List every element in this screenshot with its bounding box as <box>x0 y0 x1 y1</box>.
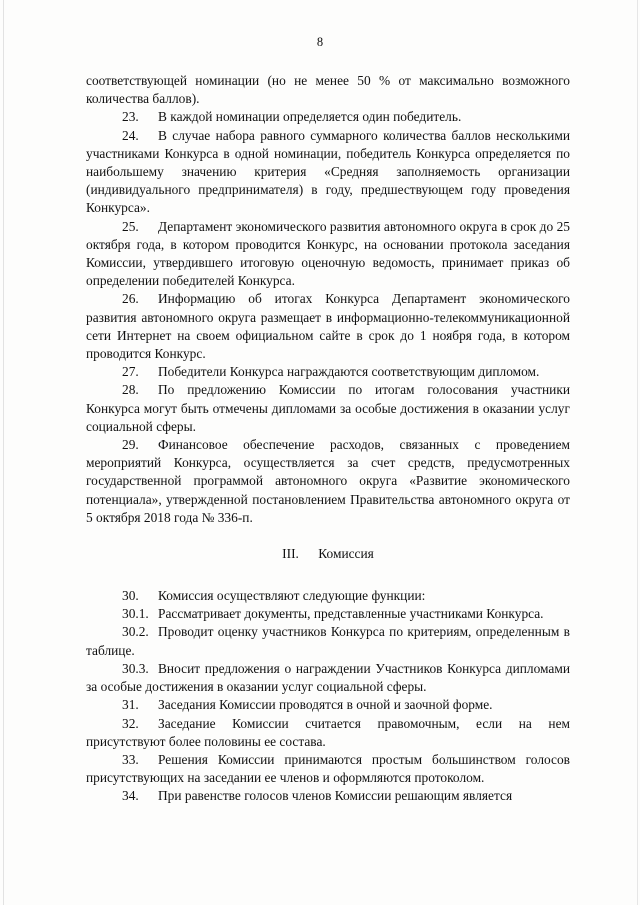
clause-text: При равенстве голосов членов Комиссии решающим является <box>158 788 513 804</box>
clause-paragraph <box>86 436 570 527</box>
clause-number: 24. <box>122 127 139 143</box>
clause-text: В случае набора равного суммарного количества баллов несколькими участниками Конкурса в одной номинации, победитель Конкурса определяется по наибольшему значению критерия «Средняя заполняемость организации (индивидуального предпринимателя) в году, предшествующем году проведения Конкурса». <box>86 127 570 216</box>
scan-edge-right <box>637 0 638 905</box>
clause-paragraph <box>86 108 570 126</box>
clause-paragraph <box>86 787 570 805</box>
clause-number: 25. <box>122 218 139 234</box>
clause-text: В каждой номинации определяется один победитель. <box>158 109 462 125</box>
clause-text: Победители Конкурса награждаются соответствующим дипломом. <box>158 364 540 380</box>
clause-paragraph <box>86 127 570 218</box>
clause-text: Рассматривает документы, представленные участниками Конкурса. <box>158 606 544 622</box>
clause-paragraph <box>86 290 570 363</box>
section-number: III. <box>282 546 299 562</box>
clause-paragraph <box>86 218 570 291</box>
section-heading <box>86 545 570 563</box>
clause-text: Заседание Комиссии считается правомочным, если на нем присутствуют более половины ее состава. <box>86 715 570 749</box>
clause-paragraph <box>86 587 570 605</box>
clause-text: Комиссия осуществляют следующие функции: <box>158 588 426 604</box>
document-body <box>86 72 570 806</box>
clause-text: По предложению Комиссии по итогам голосования участники Конкурса могут быть отмечены дипломами за особые достижения в оказании услуг социальной сферы. <box>86 382 570 434</box>
clause-paragraph <box>86 623 570 659</box>
clause-text: Финансовое обеспечение расходов, связанных с проведением мероприятий Конкурса, осуществляется за счет средств, предусмотренных государственной программой автономного округа «Развитие экономического потенциала», утвержденной постановлением Правительства автономного округа от 5 октября 2018 года № 336-п. <box>86 437 570 525</box>
clause-text: Проводит оценку участников Конкурса по критериям, определенным в таблице. <box>86 624 570 658</box>
clause-text: Заседания Комиссии проводятся в очной и заочной форме. <box>158 697 493 713</box>
clause-text: Решения Комиссии принимаются простым большинством голосов присутствующих на заседании ее членов и оформляются протоколом. <box>86 751 570 786</box>
scan-edge-left <box>3 0 4 905</box>
clause-number: 26. <box>122 291 139 307</box>
clause-paragraph <box>86 660 570 696</box>
clause-number: 30.2. <box>122 624 149 640</box>
clause-paragraph <box>86 715 570 751</box>
clause-text: Департамент экономического развития автономного округа в срок до 25 октября года, в котором проводится Конкурс, на основании протокола заседания Комиссии, утвердившего итоговую оценочную ведомость, принимает приказ об определении победителей Конкурса. <box>86 218 570 289</box>
clause-paragraph <box>86 696 570 714</box>
clause-number: 30.3. <box>122 660 149 676</box>
clause-paragraph <box>86 605 570 623</box>
clauses-list-a <box>86 108 570 527</box>
clause-number: 30.1. <box>122 606 149 622</box>
clause-number: 27. <box>122 364 139 380</box>
page-number: 8 <box>316 35 324 49</box>
clause-number: 31. <box>122 697 139 713</box>
clause-number: 23. <box>122 109 139 125</box>
clause-number: 30. <box>122 588 139 604</box>
continuation-paragraph: соответствующей номинации (но не менее 50 % от максимально возможного количества баллов). <box>86 73 570 107</box>
clause-text: Информацию об итогах Конкурса Департамент экономического развития автономного округа размещает в информационно-телекоммуникационной сети Интернет на своем официальном сайте в срок до 1 ноября года, в котором проводится Конкурс. <box>86 291 570 362</box>
clause-number: 34. <box>122 788 139 804</box>
clause-paragraph <box>86 363 570 381</box>
clause-number: 33. <box>122 751 139 767</box>
clause-text: Вносит предложения о награждении Участников Конкурса дипломами за особые достижения в оказании услуг социальной сферы. <box>86 660 570 695</box>
clause-number: 32. <box>122 715 139 731</box>
clause-paragraph <box>86 751 570 787</box>
clause-paragraph <box>86 381 570 436</box>
section-title: Комиссия <box>318 546 374 562</box>
clause-number: 28. <box>122 382 139 398</box>
clause-number: 29. <box>122 437 139 453</box>
clauses-list-b <box>86 587 570 805</box>
